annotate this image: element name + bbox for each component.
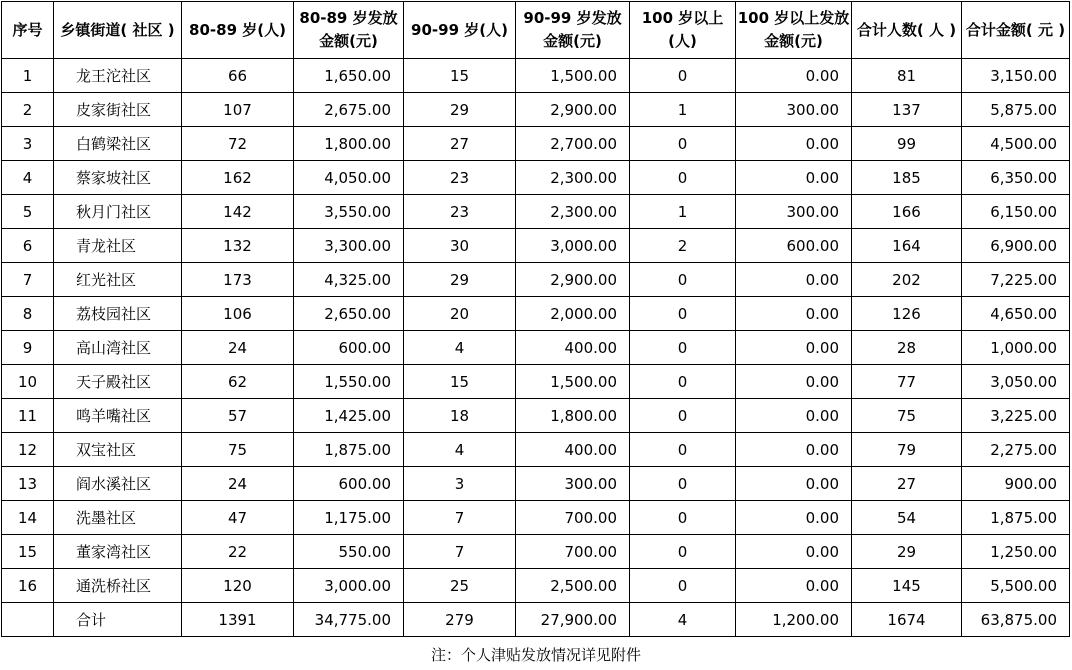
cell-count-80-89: 142 (182, 195, 294, 229)
cell-count-90-99: 30 (404, 229, 516, 263)
cell-total-amount: 3,225.00 (962, 399, 1070, 433)
header-amount-80-89: 80-89 岁发放金额(元) (294, 2, 404, 59)
table-row (2, 297, 1070, 331)
cell-community: 龙王沱社区 (54, 59, 182, 93)
cell-amount-80-89: 1,175.00 (294, 501, 404, 535)
cell-count-90-99: 18 (404, 399, 516, 433)
cell-count-100-plus: 0 (630, 501, 736, 535)
cell-amount-80-89: 550.00 (294, 535, 404, 569)
total-count-80-89: 1391 (182, 603, 294, 637)
cell-index: 13 (2, 467, 54, 501)
cell-amount-90-99: 2,900.00 (516, 93, 630, 127)
header-amount-100-plus: 100 岁以上发放金额(元) (736, 2, 852, 59)
cell-count-80-89: 62 (182, 365, 294, 399)
cell-total-amount: 6,900.00 (962, 229, 1070, 263)
cell-total-count: 54 (852, 501, 962, 535)
cell-amount-80-89: 4,325.00 (294, 263, 404, 297)
cell-total-amount: 2,275.00 (962, 433, 1070, 467)
cell-community: 秋月门社区 (54, 195, 182, 229)
cell-amount-100-plus: 0.00 (736, 263, 852, 297)
cell-amount-90-99: 2,900.00 (516, 263, 630, 297)
cell-count-90-99: 27 (404, 127, 516, 161)
subsidy-table (1, 1, 1070, 637)
cell-amount-100-plus: 0.00 (736, 331, 852, 365)
cell-community: 高山湾社区 (54, 331, 182, 365)
cell-count-90-99: 15 (404, 59, 516, 93)
cell-count-90-99: 23 (404, 161, 516, 195)
cell-count-100-plus: 0 (630, 127, 736, 161)
cell-count-80-89: 66 (182, 59, 294, 93)
cell-total-count: 81 (852, 59, 962, 93)
cell-amount-100-plus: 0.00 (736, 365, 852, 399)
cell-total-count: 29 (852, 535, 962, 569)
table-row (2, 365, 1070, 399)
total-amount-100-plus: 1,200.00 (736, 603, 852, 637)
table-body (2, 59, 1070, 637)
cell-community: 董家湾社区 (54, 535, 182, 569)
cell-total-amount: 900.00 (962, 467, 1070, 501)
cell-amount-90-99: 2,300.00 (516, 161, 630, 195)
header-count-100-plus: 100 岁以上(人) (630, 2, 736, 59)
cell-index: 8 (2, 297, 54, 331)
cell-amount-90-99: 1,800.00 (516, 399, 630, 433)
cell-amount-90-99: 300.00 (516, 467, 630, 501)
cell-amount-100-plus: 0.00 (736, 569, 852, 603)
cell-community: 双宝社区 (54, 433, 182, 467)
cell-index: 12 (2, 433, 54, 467)
header-row (2, 2, 1070, 59)
cell-total-amount: 4,650.00 (962, 297, 1070, 331)
cell-community: 鸣羊嘴社区 (54, 399, 182, 433)
total-count-90-99: 279 (404, 603, 516, 637)
header-index: 序号 (2, 2, 54, 59)
cell-amount-80-89: 1,875.00 (294, 433, 404, 467)
cell-amount-80-89: 1,425.00 (294, 399, 404, 433)
cell-total-amount: 4,500.00 (962, 127, 1070, 161)
cell-total-count: 126 (852, 297, 962, 331)
cell-amount-100-plus: 0.00 (736, 535, 852, 569)
cell-community: 天子殿社区 (54, 365, 182, 399)
table-header (2, 2, 1070, 59)
cell-community: 通洗桥社区 (54, 569, 182, 603)
cell-count-100-plus: 0 (630, 59, 736, 93)
total-amount-90-99: 27,900.00 (516, 603, 630, 637)
cell-count-100-plus: 0 (630, 365, 736, 399)
table-row (2, 229, 1070, 263)
cell-count-80-89: 173 (182, 263, 294, 297)
header-count-90-99: 90-99 岁(人) (404, 2, 516, 59)
cell-count-100-plus: 0 (630, 399, 736, 433)
total-amount-80-89: 34,775.00 (294, 603, 404, 637)
cell-community: 白鹤梁社区 (54, 127, 182, 161)
header-total-amount: 合计金额( 元 ) (962, 2, 1070, 59)
cell-count-90-99: 20 (404, 297, 516, 331)
cell-total-amount: 7,225.00 (962, 263, 1070, 297)
cell-total-count: 77 (852, 365, 962, 399)
total-index (2, 603, 54, 637)
cell-amount-100-plus: 0.00 (736, 297, 852, 331)
cell-community: 皮家街社区 (54, 93, 182, 127)
cell-amount-80-89: 2,650.00 (294, 297, 404, 331)
cell-total-count: 164 (852, 229, 962, 263)
cell-community: 荔枝园社区 (54, 297, 182, 331)
cell-amount-90-99: 2,300.00 (516, 195, 630, 229)
cell-index: 5 (2, 195, 54, 229)
cell-count-100-plus: 2 (630, 229, 736, 263)
cell-count-80-89: 57 (182, 399, 294, 433)
table-row (2, 93, 1070, 127)
cell-amount-100-plus: 0.00 (736, 59, 852, 93)
cell-amount-80-89: 1,650.00 (294, 59, 404, 93)
cell-amount-90-99: 400.00 (516, 331, 630, 365)
cell-amount-100-plus: 0.00 (736, 399, 852, 433)
cell-count-100-plus: 0 (630, 569, 736, 603)
total-label: 合计 (54, 603, 182, 637)
table-row (2, 161, 1070, 195)
cell-amount-100-plus: 300.00 (736, 93, 852, 127)
cell-amount-90-99: 700.00 (516, 501, 630, 535)
cell-amount-100-plus: 0.00 (736, 127, 852, 161)
cell-index: 16 (2, 569, 54, 603)
table-row (2, 535, 1070, 569)
footnote: 注：个人津贴发放情况详见附件 (430, 646, 641, 664)
cell-count-90-99: 7 (404, 535, 516, 569)
cell-index: 14 (2, 501, 54, 535)
table-row (2, 467, 1070, 501)
cell-amount-80-89: 2,675.00 (294, 93, 404, 127)
cell-count-80-89: 106 (182, 297, 294, 331)
cell-total-amount: 6,150.00 (962, 195, 1070, 229)
cell-total-amount: 3,050.00 (962, 365, 1070, 399)
cell-index: 2 (2, 93, 54, 127)
cell-amount-80-89: 3,550.00 (294, 195, 404, 229)
cell-index: 10 (2, 365, 54, 399)
cell-total-amount: 1,875.00 (962, 501, 1070, 535)
cell-amount-90-99: 1,500.00 (516, 59, 630, 93)
cell-count-90-99: 29 (404, 93, 516, 127)
cell-count-80-89: 47 (182, 501, 294, 535)
cell-amount-90-99: 2,700.00 (516, 127, 630, 161)
cell-total-count: 137 (852, 93, 962, 127)
cell-total-count: 79 (852, 433, 962, 467)
cell-count-100-plus: 0 (630, 467, 736, 501)
cell-total-count: 166 (852, 195, 962, 229)
cell-total-amount: 1,000.00 (962, 331, 1070, 365)
cell-total-count: 185 (852, 161, 962, 195)
header-total-count: 合计人数( 人 ) (852, 2, 962, 59)
cell-amount-80-89: 1,800.00 (294, 127, 404, 161)
cell-count-100-plus: 0 (630, 297, 736, 331)
table-row (2, 433, 1070, 467)
cell-count-80-89: 162 (182, 161, 294, 195)
cell-total-amount: 5,500.00 (962, 569, 1070, 603)
table-row (2, 569, 1070, 603)
cell-count-100-plus: 0 (630, 331, 736, 365)
cell-amount-100-plus: 600.00 (736, 229, 852, 263)
cell-total-count: 75 (852, 399, 962, 433)
cell-index: 1 (2, 59, 54, 93)
cell-index: 3 (2, 127, 54, 161)
cell-count-100-plus: 0 (630, 535, 736, 569)
total-count-100-plus: 4 (630, 603, 736, 637)
cell-amount-80-89: 3,000.00 (294, 569, 404, 603)
grand-total-count: 1674 (852, 603, 962, 637)
cell-amount-90-99: 400.00 (516, 433, 630, 467)
header-amount-90-99: 90-99 岁发放金额(元) (516, 2, 630, 59)
cell-community: 洗墨社区 (54, 501, 182, 535)
cell-amount-80-89: 4,050.00 (294, 161, 404, 195)
cell-community: 红光社区 (54, 263, 182, 297)
cell-count-90-99: 29 (404, 263, 516, 297)
cell-total-amount: 6,350.00 (962, 161, 1070, 195)
cell-total-amount: 5,875.00 (962, 93, 1070, 127)
cell-total-count: 28 (852, 331, 962, 365)
cell-index: 15 (2, 535, 54, 569)
cell-total-count: 99 (852, 127, 962, 161)
cell-amount-90-99: 3,000.00 (516, 229, 630, 263)
cell-amount-90-99: 700.00 (516, 535, 630, 569)
cell-amount-100-plus: 300.00 (736, 195, 852, 229)
cell-count-90-99: 7 (404, 501, 516, 535)
cell-count-90-99: 23 (404, 195, 516, 229)
cell-amount-80-89: 600.00 (294, 331, 404, 365)
cell-count-80-89: 120 (182, 569, 294, 603)
cell-count-80-89: 75 (182, 433, 294, 467)
cell-index: 7 (2, 263, 54, 297)
cell-total-count: 145 (852, 569, 962, 603)
table-row (2, 263, 1070, 297)
cell-count-80-89: 24 (182, 467, 294, 501)
cell-amount-80-89: 1,550.00 (294, 365, 404, 399)
cell-amount-100-plus: 0.00 (736, 161, 852, 195)
cell-index: 11 (2, 399, 54, 433)
cell-count-90-99: 15 (404, 365, 516, 399)
table-row (2, 127, 1070, 161)
cell-count-80-89: 24 (182, 331, 294, 365)
cell-count-100-plus: 0 (630, 263, 736, 297)
cell-amount-100-plus: 0.00 (736, 433, 852, 467)
cell-index: 6 (2, 229, 54, 263)
cell-count-90-99: 4 (404, 433, 516, 467)
cell-total-amount: 1,250.00 (962, 535, 1070, 569)
cell-total-amount: 3,150.00 (962, 59, 1070, 93)
cell-index: 4 (2, 161, 54, 195)
table-row (2, 501, 1070, 535)
cell-count-80-89: 132 (182, 229, 294, 263)
cell-amount-80-89: 3,300.00 (294, 229, 404, 263)
table-row (2, 399, 1070, 433)
cell-count-100-plus: 1 (630, 195, 736, 229)
cell-amount-90-99: 1,500.00 (516, 365, 630, 399)
cell-count-80-89: 22 (182, 535, 294, 569)
cell-count-100-plus: 1 (630, 93, 736, 127)
cell-index: 9 (2, 331, 54, 365)
cell-total-count: 27 (852, 467, 962, 501)
cell-count-80-89: 107 (182, 93, 294, 127)
cell-amount-100-plus: 0.00 (736, 501, 852, 535)
cell-amount-90-99: 2,500.00 (516, 569, 630, 603)
table-row (2, 59, 1070, 93)
cell-community: 阎水溪社区 (54, 467, 182, 501)
cell-amount-90-99: 2,000.00 (516, 297, 630, 331)
total-row (2, 603, 1070, 637)
header-community: 乡镇街道( 社区 ) (54, 2, 182, 59)
cell-total-count: 202 (852, 263, 962, 297)
cell-count-100-plus: 0 (630, 433, 736, 467)
header-count-80-89: 80-89 岁(人) (182, 2, 294, 59)
cell-count-90-99: 25 (404, 569, 516, 603)
cell-count-90-99: 4 (404, 331, 516, 365)
cell-community: 蔡家坡社区 (54, 161, 182, 195)
table-row (2, 331, 1070, 365)
table-row (2, 195, 1070, 229)
cell-amount-80-89: 600.00 (294, 467, 404, 501)
grand-total-amount: 63,875.00 (962, 603, 1070, 637)
cell-count-100-plus: 0 (630, 161, 736, 195)
cell-amount-100-plus: 0.00 (736, 467, 852, 501)
cell-count-80-89: 72 (182, 127, 294, 161)
cell-count-90-99: 3 (404, 467, 516, 501)
cell-community: 青龙社区 (54, 229, 182, 263)
